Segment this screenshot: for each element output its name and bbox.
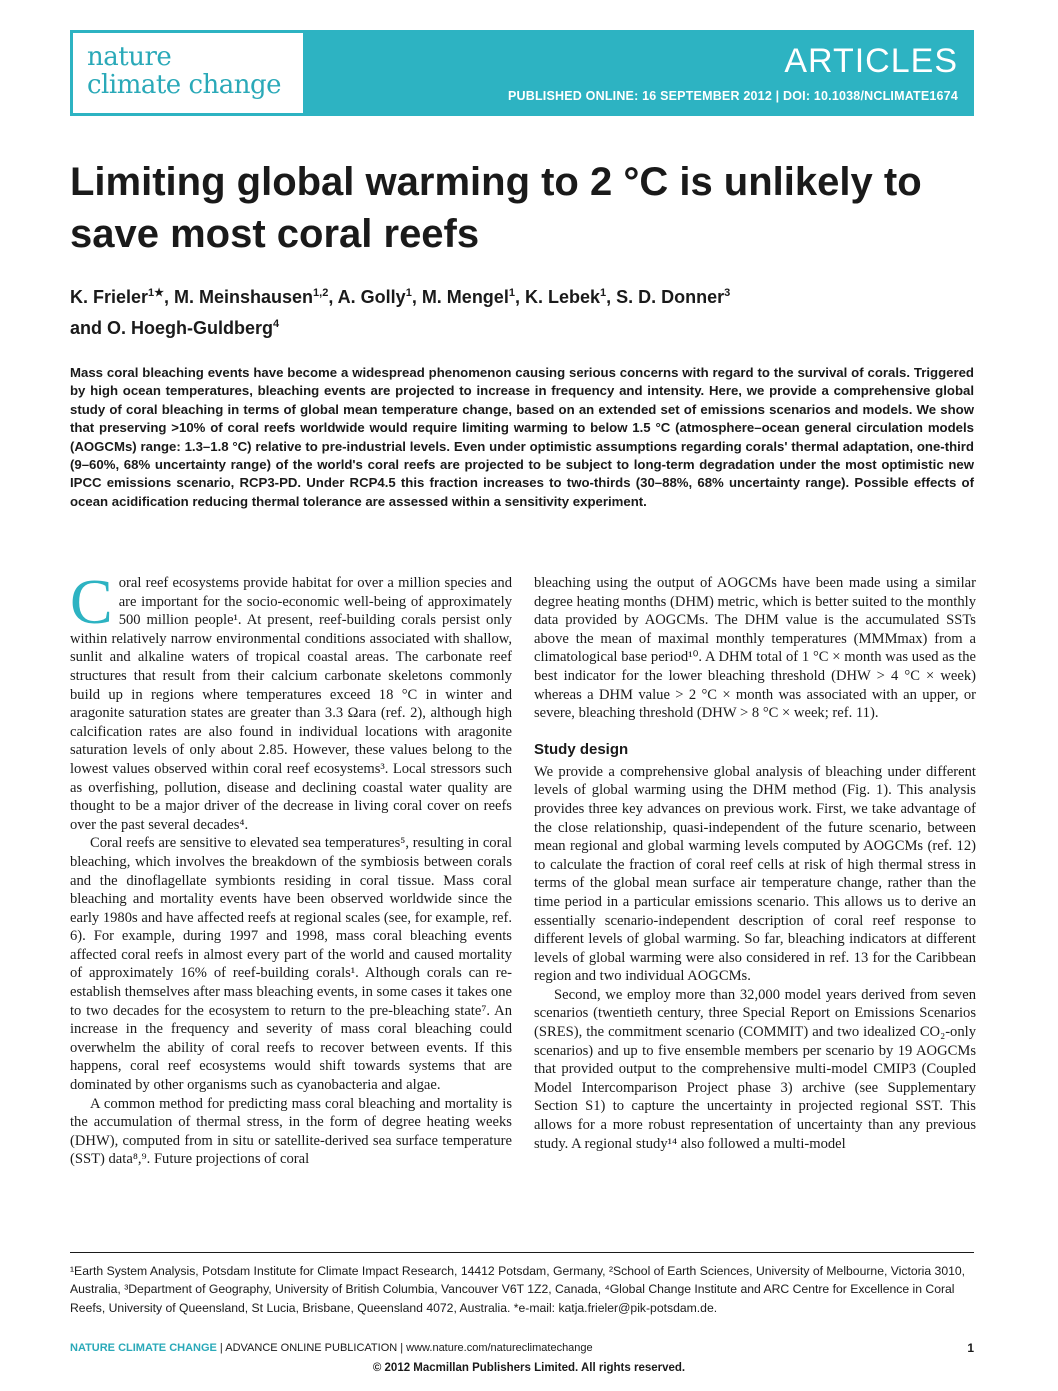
paragraph: Second, we employ more than 32,000 model years derived from seven scenarios (twentieth century, three Special Report on Emissions Scenarios (SRES), the commitment scenario (COMMIT) and two idealized CO₂-only scenarios) and up to five ensemble members per scenario by 19 AOGCMs that provided output to the comprehensive multi-model CMIP3 (Coupled Model Intercomparison Project phase 3) archive (see Supplementary Section S1) to capture the uncertainty in projected regional SST. This allows for a more robust representation of uncertainty than any previous study. A regional study¹⁴ also followed a multi-model: [534, 986, 976, 1152]
author-name: K. Frieler: [70, 287, 149, 307]
author-affiliation: 1,2: [313, 287, 329, 299]
body-column-right: [534, 574, 976, 1153]
paragraph: [70, 566, 512, 834]
drop-cap: C: [70, 566, 113, 637]
paragraph: bleaching using the output of AOGCMs have been made using a similar degree heating months (DHM) metric, which is better suited to the monthly data provided by AOGCMs. The DHM value is the accumulated SSTs above the mean of maximal monthly temperatures (MMMmax) from a climatological base period¹⁰. A DHM total of 1 °C × month was used as the best indicator for the lower bleaching threshold (DHW > 4 °C × week) whereas a DHM value > 2 °C × month was associated with an upper, or severe, bleaching threshold (DHW > 8 °C × week; ref. 11).: [534, 575, 976, 722]
copyright-notice: © 2012 Macmillan Publishers Limited. All rights reserved.: [372, 1362, 686, 1374]
paragraph: Coral reefs are sensitive to elevated sea temperatures⁵, resulting in coral bleaching, which involves the breakdown of the symbiosis between corals and the dinoflagellate symbionts residing in coral tissue. Mass coral bleaching and mortality events have been observed worldwide since the early 1980s and have affected reefs at regional scales (see, for example, ref. 6). For example, during 1997 and 1998, mass coral bleaching events affected coral reefs in almost every part of the world and caused mortality of approximately 16% of reef-building corals¹. Although corals can re-establish themselves after mass bleaching events, in some cases it takes one to two decades for the ecosystem to return to the pre-bleaching state⁷. An increase in the frequency and severity of mass coral bleaching could overwhelm the ability of coral reefs to recover between events. If this happens, coral reef ecosystems would shift towards systems that are dominated by other organisms such as cyanobacteria and algae.: [70, 835, 512, 1094]
author-affiliation: 1: [508, 287, 515, 299]
page-footer: [70, 1342, 593, 1354]
author-list: [70, 280, 970, 342]
author-affiliation: 4: [273, 318, 280, 330]
abstract: Mass coral bleaching events have become a widespread phenomenon causing serious concerns with regard to the survival of corals. Triggered by high ocean temperatures, bleaching events are projected to increase in frequency and intensity. Here, we provide a comprehensive global study of coral bleaching in terms of global mean temperature change, based on an extended set of emissions scenarios and models. We show that preserving >10% of coral reefs worldwide would require limiting warming to below 1.5 °C (atmosphere–ocean general circulation models (AOGCMs) range: 1.3–1.8 °C) relative to pre-industrial levels. Even under optimistic assumptions regarding corals' thermal adaptation, one-third (9–60%, 68% uncertainty range) of the world's coral reefs are projected to be subject to long-term degradation under the most optimistic new IPCC emissions scenario, RCP3-PD. Under RCP4.5 this fraction increases to two-thirds (30–88%, 68% uncertainty range). Possible effects of ocean acidification reducing thermal tolerance are assessed within a sensitivity experiment.: [70, 365, 974, 509]
journal-logo: [70, 30, 306, 116]
logo-text: [87, 43, 281, 99]
article-title: Limiting global warming to 2 °C is unlikely to save most coral reefs: [70, 160, 922, 256]
paragraph-text: oral reef ecosystems provide habitat for over a million species and are important for the socio-economic well-being of approximately 500 million people¹. At present, reef-building corals persist only within relatively narrow environmental conditions associated with shallow, sunlit and alkaline waters of tropical coastal areas. The carbonate reef structures that result from their calcium carbonate skeletons commonly build up in regions where temperatures exceed 18 °C in winter and aragonite saturation states are greater than 3.3 Ωara (ref. 2), although high calcification rates are also found in individual locations with aragonite saturation levels of only about 2.85. However, these values belong to the lowest values observed within coral reef ecosystems³. Local stressors such as overfishing, pollution, disease and declining coastal water quality are thought to be a major driver of the decrease in living coral cover on reefs over the past several decades⁴.: [70, 575, 512, 833]
affiliations-footnote: ¹Earth System Analysis, Potsdam Institute for Climate Impact Research, 14412 Potsdam, Germany, ²School of Earth Sciences, University of Melbourne, Victoria 3010, Australia, ³Department of Geography, University of British Columbia, Vancouver V6T 1Z2, Canada, ⁴Global Change Institute and ARC Centre for Excellence in Coral Reefs, University of Queensland, St Lucia, Brisbane, Queensland 4072, Australia. *e-mail: katja.frieler@pik-potsdam.de.: [70, 1264, 966, 1315]
page-number: 1: [967, 1341, 974, 1355]
header-band: [306, 30, 974, 116]
author-affiliation: 1: [405, 287, 412, 299]
author-affiliation: 1: [599, 287, 607, 299]
footnote-divider: [70, 1252, 974, 1253]
section-label: ARTICLES: [784, 42, 958, 80]
paragraph: We provide a comprehensive global analysis of bleaching under different levels of global warming using the DHM method (Fig. 1). This analysis provides three key advances on previous work. First, we take advantage of the close relationship, quasi-independent of the future scenario, between mean regional and global warming levels computed by AOGCMs (ref. 12) to calculate the fraction of coral reef cells at risk of high thermal stress in terms of the global mean surface air temperature change, rather than the time period in a particular emissions scenario. This allows us to derive an essentially scenario-independent description of coral reef response to different levels of global warming. So far, bleaching indicators at different levels of global warming were also considered in ref. 13 for the Caribbean region and two individual AOGCMs.: [534, 763, 976, 985]
author-affiliation: 3: [724, 287, 731, 299]
logo-line-1: nature: [87, 42, 172, 72]
author-name: , A. Golly: [328, 287, 406, 307]
author-name: , M. Meinshausen: [164, 287, 314, 307]
author-name: , S. D. Donner: [606, 287, 725, 307]
logo-line-2: climate change: [87, 70, 282, 100]
author-name: , K. Lebek: [514, 287, 600, 307]
author-name: , M. Mengel: [411, 287, 509, 307]
footer-journal: NATURE CLIMATE CHANGE: [70, 1342, 217, 1354]
publication-info: PUBLISHED ONLINE: 16 SEPTEMBER 2012 | DOI: 10.1038/NCLIMATE1674: [507, 89, 958, 103]
author-affiliation: 1★: [148, 287, 165, 299]
section-heading: Study design: [534, 740, 629, 758]
body-column-left: [70, 566, 512, 1169]
paragraph: A common method for predicting mass coral bleaching and mortality is the accumulation of thermal stress, in the form of degree heating weeks (DHW), computed from in situ or satellite-derived sea surface temperature (SST) data⁸,⁹. Future projections of coral: [70, 1095, 512, 1168]
footer-info: | ADVANCE ONLINE PUBLICATION | www.nature.com/natureclimatechange: [216, 1342, 593, 1354]
author-name: and O. Hoegh-Guldberg: [70, 318, 273, 338]
